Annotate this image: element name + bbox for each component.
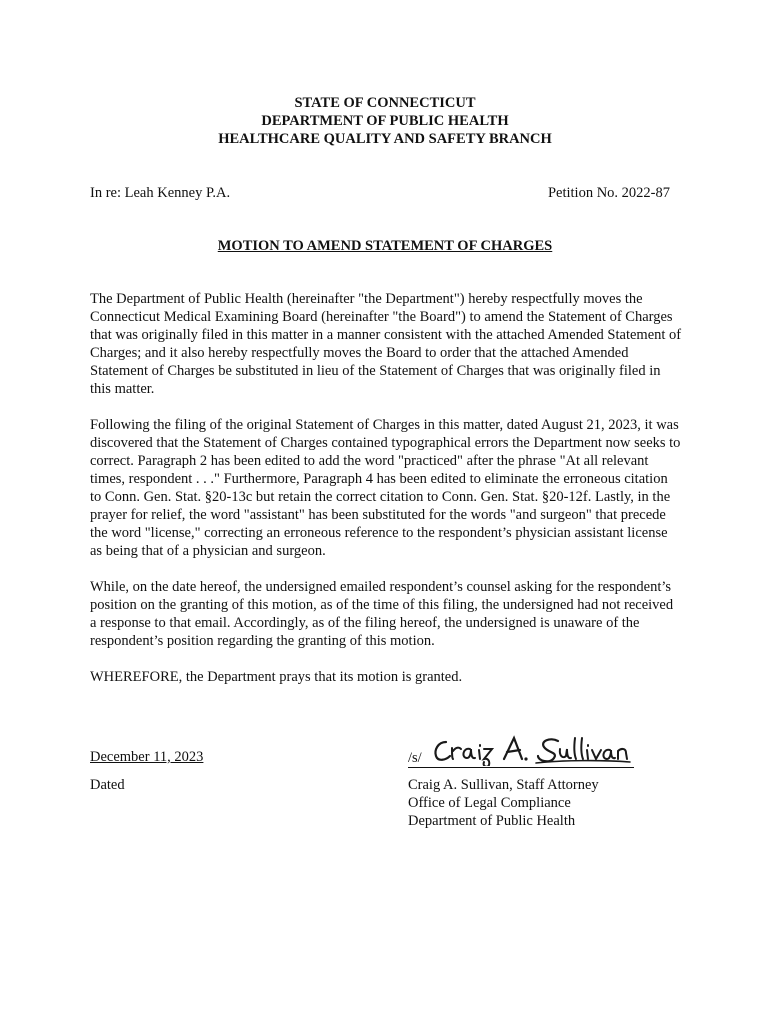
signature-block <box>90 738 690 838</box>
paragraph-wherefore: WHEREFORE, the Department prays that its motion is granted. <box>90 669 463 685</box>
signature-line <box>408 738 634 768</box>
paragraph-corrections: Following the filing of the original Statement of Charges in this matter, dated August 21, 2023, it was discovered that the Statement of Charges contained typographical errors the Department now seeks to correct. Paragraph 2 has been edited to add the word "practiced" after the phrase "At all relevant times, respondent . . ." Furthermore, Paragraph 4 has been edited to eliminate the erroneous citation to Conn. Gen. Stat. §20-13c but retain the correct citation to Conn. Gen. Stat. §20-12f. Lastly, in the prayer for relief, the word "assistant" has been substituted for the words "and surgeon" that precede the word "license," correcting an erroneous reference to the respondent’s physician assistant license as being that of a physician and surgeon. <box>90 417 681 559</box>
handwritten-signature <box>432 734 632 766</box>
paragraph-counsel: While, on the date hereof, the undersigned emailed respondent’s counsel asking for the respondent’s position on the granting of this motion, as of the time of this filing, the undersigned had not received a response to that email. Accordingly, as of the filing hereof, the undersigned is unaware of the respondent’s position regarding the granting of this motion. <box>90 579 674 649</box>
dated-label: Dated <box>90 777 125 793</box>
petition-number: Petition No. 2022-87 <box>547 185 670 201</box>
signer-details <box>408 776 599 830</box>
motion-title-text: MOTION TO AMEND STATEMENT OF CHARGES <box>217 238 553 254</box>
header-branch: HEALTHCARE QUALITY AND SAFETY BRANCH <box>218 131 552 147</box>
in-re-text: In re: Leah Kenney P.A. <box>90 185 231 201</box>
signer-department: Department of Public Health <box>408 813 576 829</box>
signer-name: Craig A. Sullivan, Staff Attorney <box>408 777 599 793</box>
motion-body <box>90 290 682 704</box>
document-header <box>0 94 770 148</box>
header-department: DEPARTMENT OF PUBLIC HEALTH <box>261 113 509 129</box>
header-state: STATE OF CONNECTICUT <box>294 95 476 111</box>
signature-prefix: /s/ <box>408 750 422 766</box>
motion-title <box>0 237 770 255</box>
paragraph-intro: The Department of Public Health (hereinafter "the Department") hereby respectfully moves the Connecticut Medical Examining Board (hereinafter "the Board") to amend the Statement of Charges that was originally filed in this matter in a manner consistent with the attached Amended Statement of Charges; and it also hereby respectfully moves the Board to order that the attached Amended Statement of Charges be substituted in lieu of the Statement of Charges that was originally filed in this matter. <box>90 291 682 397</box>
signer-office: Office of Legal Compliance <box>408 795 571 811</box>
signature-date: December 11, 2023 <box>90 749 204 765</box>
